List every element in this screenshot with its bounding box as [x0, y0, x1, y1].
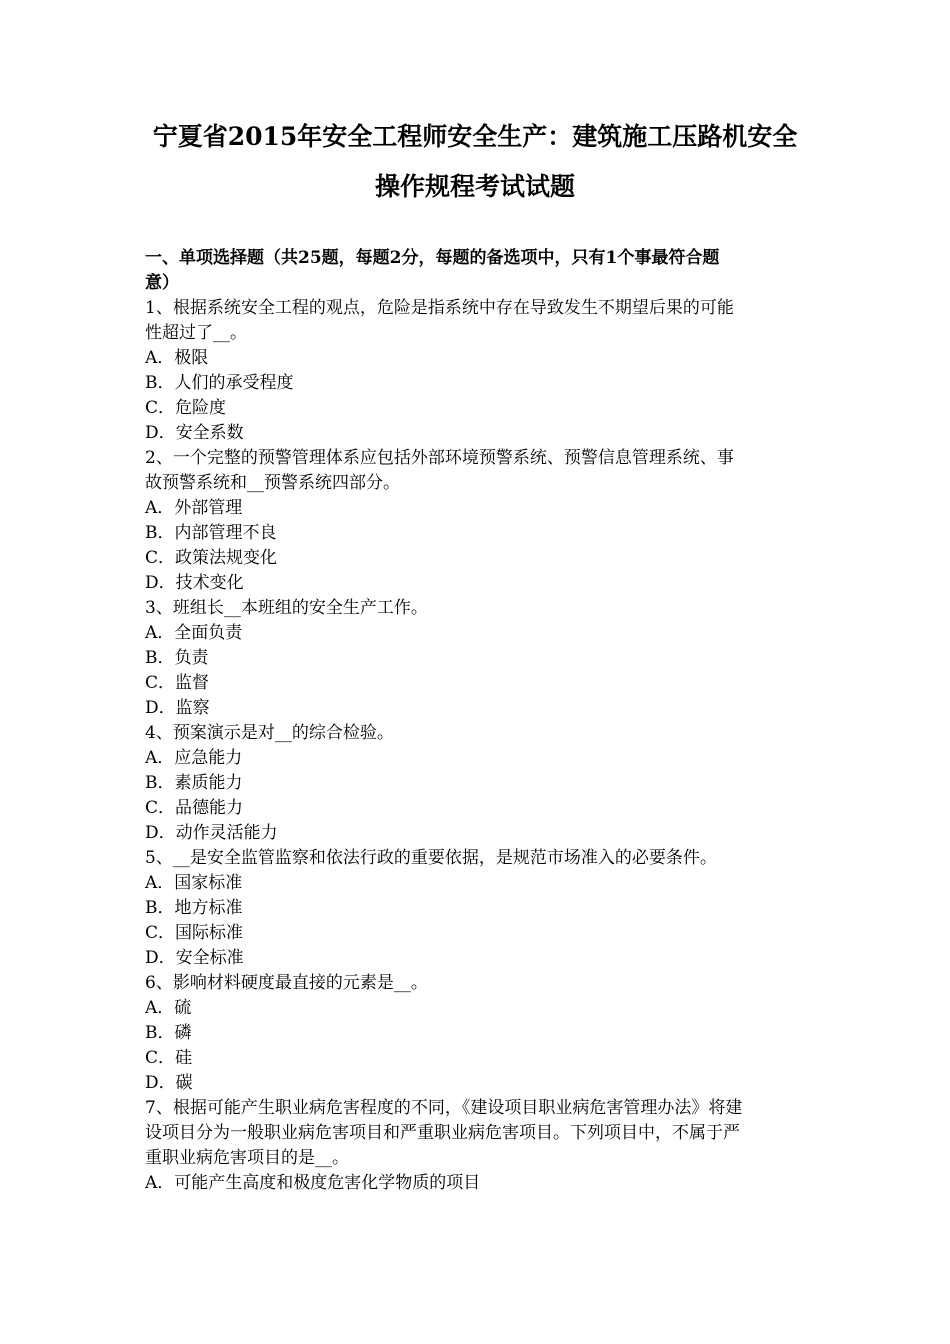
question-text-line: 4、预案演示是对__的综合检验。 [145, 723, 394, 743]
answer-option: C．品德能力 [145, 798, 244, 818]
answer-option: B．负责 [145, 648, 209, 668]
question-text-line: 1、根据系统安全工程的观点，危险是指系统中存在导致发生不期望后果的可能 [145, 298, 734, 318]
question-5 [145, 846, 807, 971]
question-7 [145, 1096, 807, 1196]
answer-option: D．监察 [145, 698, 210, 718]
answer-option: B．素质能力 [145, 773, 243, 793]
answer-option: A．国家标准 [145, 873, 243, 893]
section-heading-line-2: 意） [145, 273, 179, 293]
answer-option: A．应急能力 [145, 748, 243, 768]
answer-option: C．硅 [145, 1048, 193, 1068]
section-heading-line-1: 一、单项选择题（共25题，每题2分，每题的备选项中，只有1个事最符合题 [145, 248, 720, 268]
answer-option: D．技术变化 [145, 573, 244, 593]
answer-option: A．外部管理 [145, 498, 243, 518]
answer-option: A．可能产生高度和极度危害化学物质的项目 [145, 1173, 481, 1193]
document-body [145, 246, 807, 1196]
section-heading [145, 246, 807, 296]
question-6 [145, 971, 807, 1096]
question-1 [145, 296, 807, 446]
question-text-line: 6、影响材料硬度最直接的元素是__。 [145, 973, 428, 993]
title-line-1: 宁夏省2015年安全工程师安全生产：建筑施工压路机安全 [152, 122, 798, 151]
answer-option: D．动作灵活能力 [145, 823, 278, 843]
answer-option: A．全面负责 [145, 623, 243, 643]
answer-option: B．人们的承受程度 [145, 373, 294, 393]
answer-option: B．磷 [145, 1023, 192, 1043]
document-title [120, 112, 830, 212]
question-text-line: 故预警系统和__预警系统四部分。 [145, 473, 400, 493]
question-text-line: 7、根据可能产生职业病危害程度的不同，《建设项目职业病危害管理办法》将建 [145, 1098, 743, 1118]
answer-option: C．监督 [145, 673, 210, 693]
question-text-line: 设项目分为一般职业病危害项目和严重职业病危害项目。下列项目中，不属于严 [145, 1123, 740, 1143]
answer-option: B．内部管理不良 [145, 523, 277, 543]
answer-option: D．安全系数 [145, 423, 244, 443]
question-text-line: 3、班组长__本班组的安全生产工作。 [145, 598, 428, 618]
answer-option: A．极限 [145, 348, 209, 368]
answer-option: D．碳 [145, 1073, 193, 1093]
question-4 [145, 721, 807, 846]
title-line-2: 操作规程考试试题 [374, 172, 575, 201]
answer-option: C．政策法规变化 [145, 548, 278, 568]
answer-option: D．安全标准 [145, 948, 244, 968]
question-text-line: 2、一个完整的预警管理体系应包括外部环境预警系统、预警信息管理系统、事 [145, 448, 734, 468]
answer-option: A．硫 [145, 998, 192, 1018]
answer-option: C．危险度 [145, 398, 227, 418]
question-2 [145, 446, 807, 596]
question-text-line: 重职业病危害项目的是__。 [145, 1148, 349, 1168]
answer-option: B．地方标准 [145, 898, 243, 918]
question-text-line: 性超过了__。 [145, 323, 247, 343]
question-3 [145, 596, 807, 721]
answer-option: C．国际标准 [145, 923, 244, 943]
question-text-line: 5、__是安全监管监察和依法行政的重要依据，是规范市场准入的必要条件。 [145, 848, 717, 868]
